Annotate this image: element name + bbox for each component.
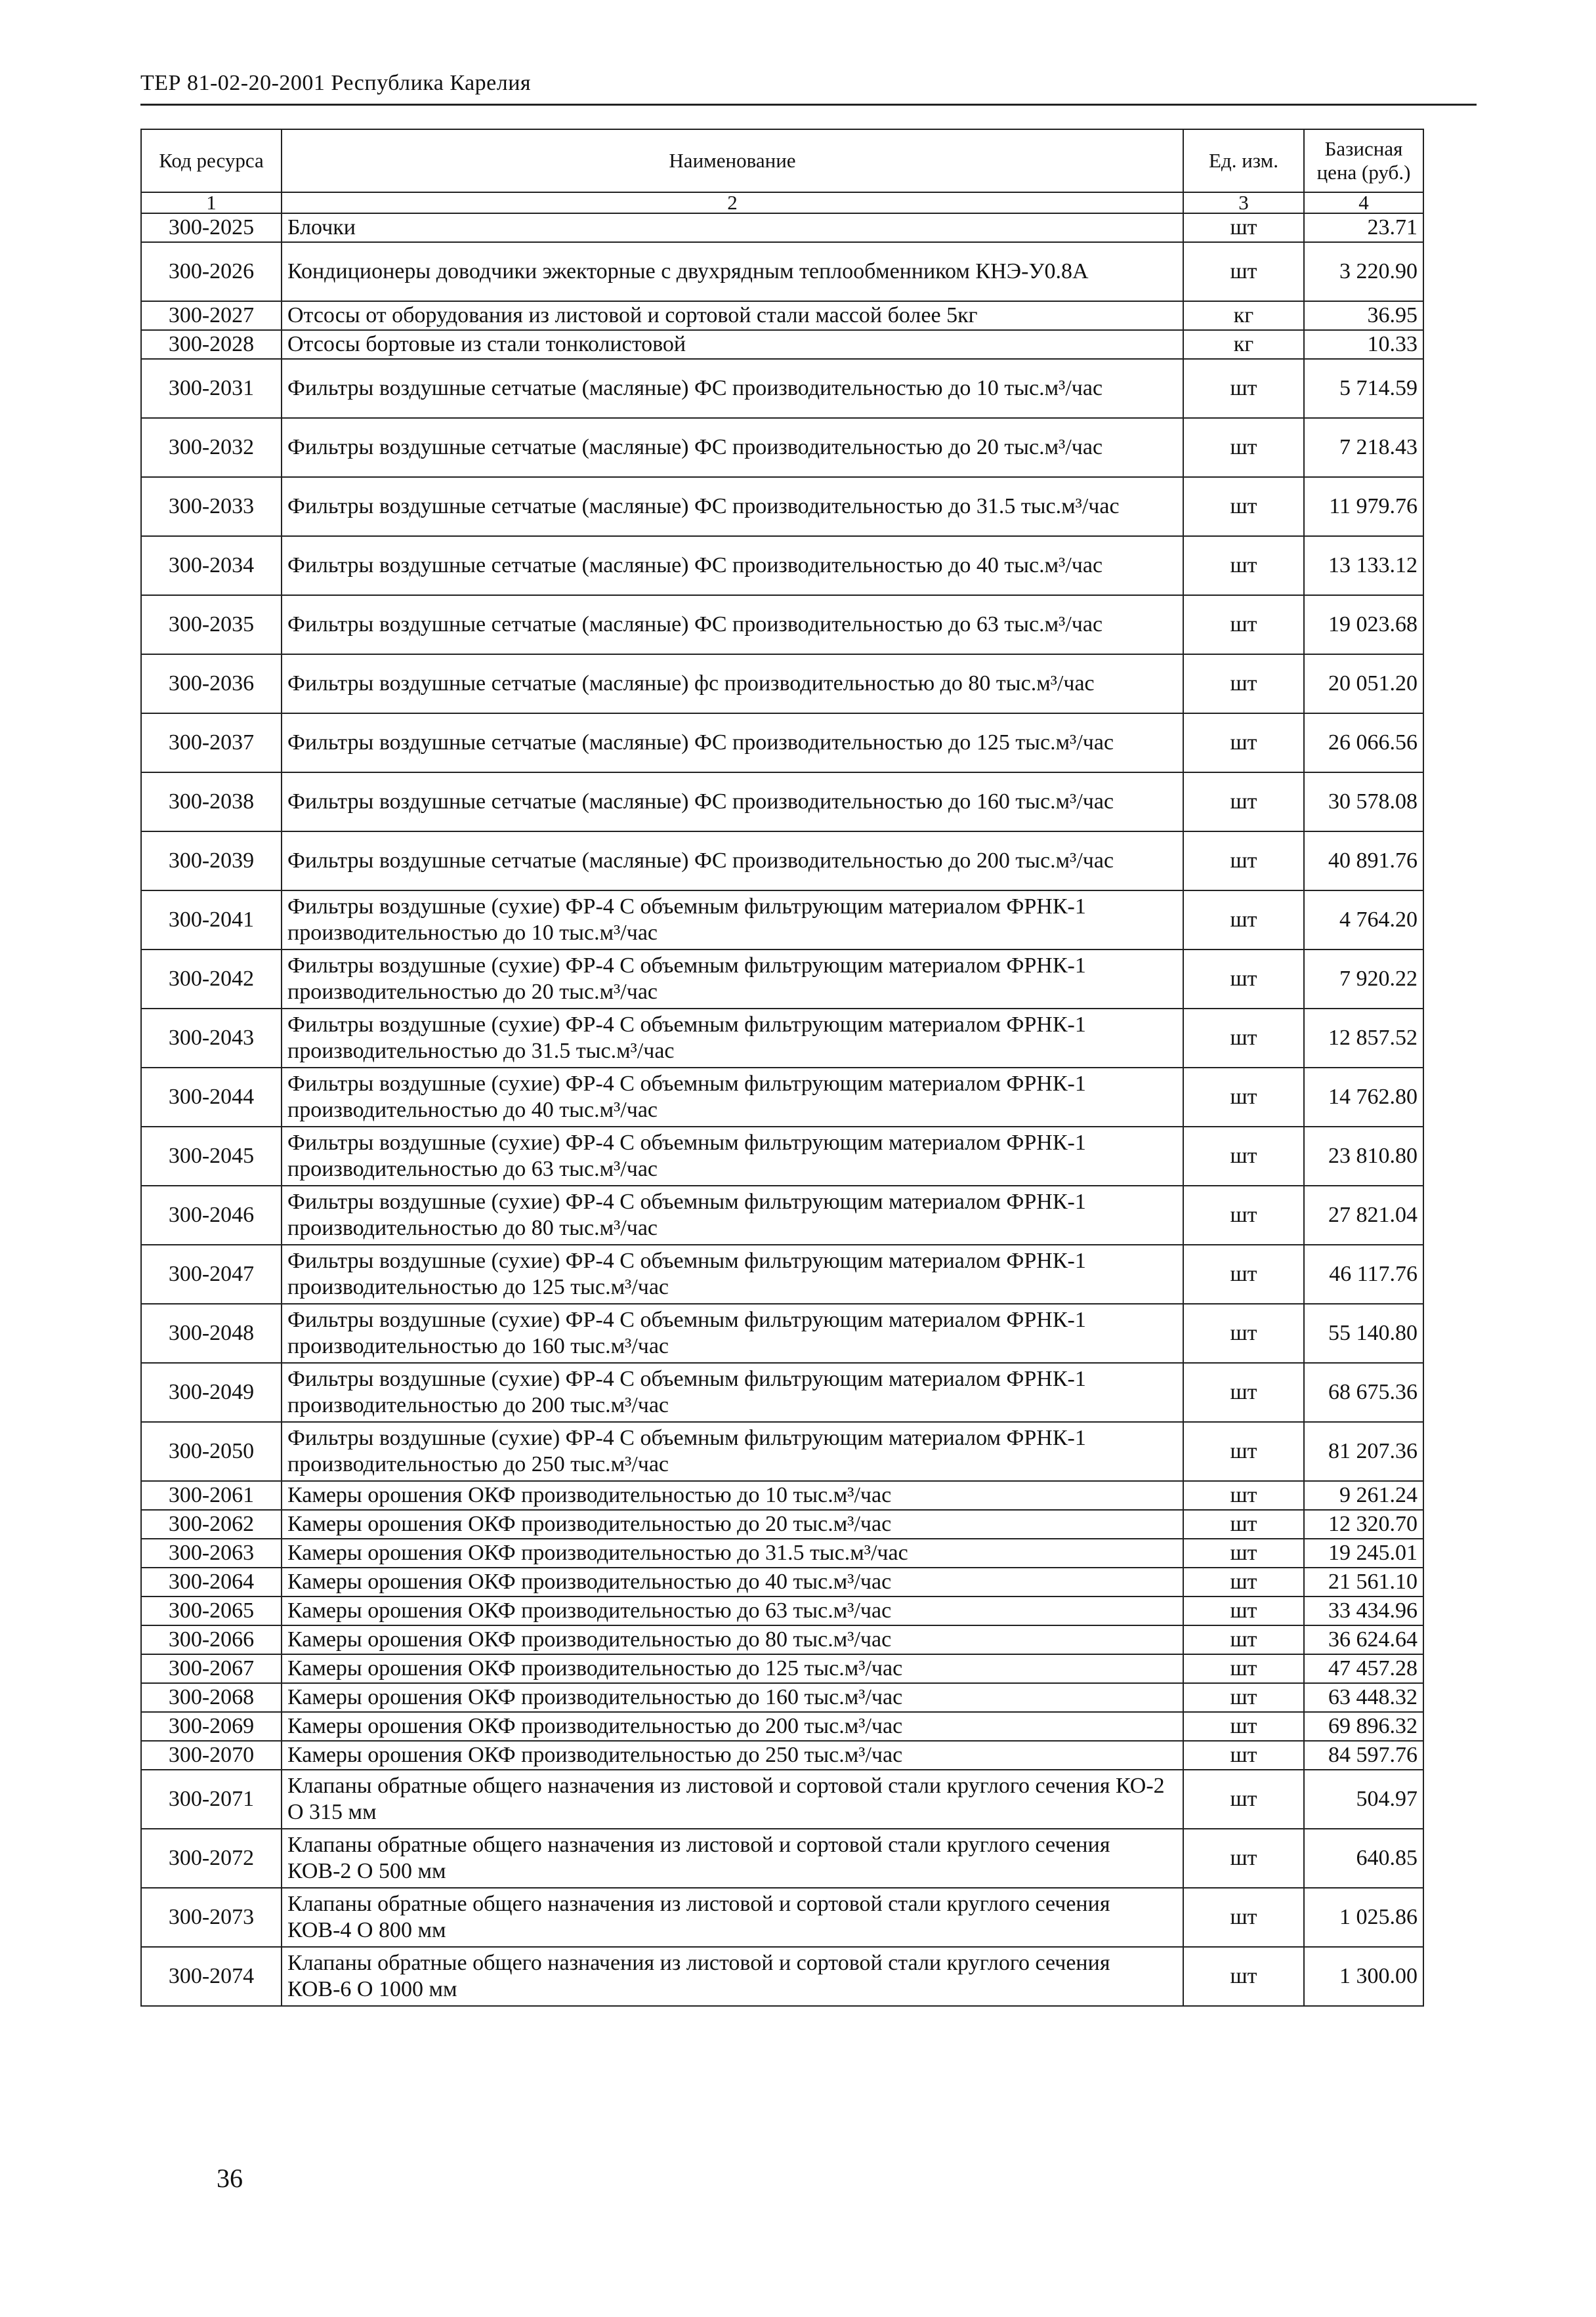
resource-code-cell: 300-2049 [141,1363,282,1422]
unit-cell: шт [1183,1304,1304,1363]
resource-code-cell: 300-2070 [141,1741,282,1770]
table-row [141,831,1423,890]
name-cell: Фильтры воздушные сетчатые (масляные) ФС производительностью до 125 тыс.м³/час [282,713,1183,772]
unit-cell: шт [1183,1741,1304,1770]
name-cell: Кондиционеры доводчики эжекторные с двухрядным теплообменником КНЭ-У0.8А [282,242,1183,301]
price-cell: 12 857.52 [1304,1009,1423,1068]
table-row [141,1947,1423,2006]
resource-code-cell: 300-2068 [141,1683,282,1712]
name-cell: Камеры орошения ОКФ производительностью до 20 тыс.м³/час [282,1510,1183,1539]
resource-code-cell: 300-2027 [141,301,282,330]
resource-code-cell: 300-2063 [141,1539,282,1568]
unit-cell: шт [1183,1654,1304,1683]
price-cell: 1 025.86 [1304,1888,1423,1947]
table-row [141,1712,1423,1741]
price-cell: 55 140.80 [1304,1304,1423,1363]
name-cell: Фильтры воздушные (сухие) ФР-4 С объемным фильтрующим материалом ФРНК-1 производительностью до 80 тыс.м³/час [282,1186,1183,1245]
name-cell: Клапаны обратные общего назначения из листовой и сортовой стали круглого сечения КОВ-2 О 500 мм [282,1829,1183,1888]
resource-code-cell: 300-2031 [141,359,282,418]
resource-code-cell: 300-2042 [141,950,282,1009]
price-table [140,129,1424,2007]
column-number: 1 [141,192,282,213]
name-cell: Камеры орошения ОКФ производительностью до 125 тыс.м³/час [282,1654,1183,1683]
price-cell: 69 896.32 [1304,1712,1423,1741]
name-cell: Фильтры воздушные сетчатые (масляные) ФС производительностью до 63 тыс.м³/час [282,595,1183,654]
price-cell: 19 023.68 [1304,595,1423,654]
unit-cell: шт [1183,1829,1304,1888]
unit-cell: шт [1183,890,1304,950]
table-row [141,1127,1423,1186]
resource-code-cell: 300-2045 [141,1127,282,1186]
unit-cell: шт [1183,595,1304,654]
unit-cell: шт [1183,1363,1304,1422]
unit-cell: шт [1183,1422,1304,1481]
name-cell: Фильтры воздушные (сухие) ФР-4 С объемным фильтрующим материалом ФРНК-1 производительностью до 10 тыс.м³/час [282,890,1183,950]
table-row [141,1481,1423,1510]
name-cell: Фильтры воздушные (сухие) ФР-4 С объемным фильтрующим материалом ФРНК-1 производительностью до 20 тыс.м³/час [282,950,1183,1009]
table-row [141,1683,1423,1712]
name-cell: Фильтры воздушные (сухие) ФР-4 С объемным фильтрующим материалом ФРНК-1 производительностью до 40 тыс.м³/час [282,1068,1183,1127]
table-row [141,477,1423,536]
price-cell: 30 578.08 [1304,772,1423,831]
resource-code-cell: 300-2035 [141,595,282,654]
unit-cell: шт [1183,1597,1304,1625]
price-cell: 23 810.80 [1304,1127,1423,1186]
resource-code-cell: 300-2032 [141,418,282,477]
header-divider [140,104,1477,106]
resource-code-cell: 300-2037 [141,713,282,772]
resource-code-cell: 300-2038 [141,772,282,831]
column-number: 3 [1183,192,1304,213]
name-cell: Клапаны обратные общего назначения из листовой и сортовой стали круглого сечения КОВ-6 О 1000 мм [282,1947,1183,2006]
column-number-row [141,192,1423,213]
resource-code-cell: 300-2036 [141,654,282,713]
resource-code-cell: 300-2028 [141,330,282,359]
table-row [141,1625,1423,1654]
price-cell: 84 597.76 [1304,1741,1423,1770]
table-row [141,242,1423,301]
name-cell: Фильтры воздушные сетчатые (масляные) ФС производительностью до 31.5 тыс.м³/час [282,477,1183,536]
resource-code-cell: 300-2034 [141,536,282,595]
unit-cell: шт [1183,713,1304,772]
column-number: 4 [1304,192,1423,213]
price-cell: 36.95 [1304,301,1423,330]
price-cell: 20 051.20 [1304,654,1423,713]
column-number: 2 [282,192,1183,213]
resource-code-cell: 300-2039 [141,831,282,890]
name-cell: Отсосы бортовые из стали тонколистовой [282,330,1183,359]
column-header-code: Код ресурса [141,129,282,192]
unit-cell: шт [1183,536,1304,595]
price-cell: 13 133.12 [1304,536,1423,595]
unit-cell: кг [1183,301,1304,330]
resource-code-cell: 300-2048 [141,1304,282,1363]
price-cell: 36 624.64 [1304,1625,1423,1654]
name-cell: Фильтры воздушные сетчатые (масляные) ФС производительностью до 200 тыс.м³/час [282,831,1183,890]
table-row [141,1597,1423,1625]
price-cell: 4 764.20 [1304,890,1423,950]
table-row [141,1539,1423,1568]
price-cell: 26 066.56 [1304,713,1423,772]
name-cell: Камеры орошения ОКФ производительностью до 40 тыс.м³/час [282,1568,1183,1597]
resource-code-cell: 300-2066 [141,1625,282,1654]
table-row [141,1770,1423,1829]
price-cell: 5 714.59 [1304,359,1423,418]
table-row [141,359,1423,418]
unit-cell: шт [1183,1510,1304,1539]
unit-cell: шт [1183,1625,1304,1654]
name-cell: Фильтры воздушные (сухие) ФР-4 С объемным фильтрующим материалом ФРНК-1 производительностью до 125 тыс.м³/час [282,1245,1183,1304]
unit-cell: шт [1183,1568,1304,1597]
name-cell: Фильтры воздушные (сухие) ФР-4 С объемным фильтрующим материалом ФРНК-1 производительностью до 31.5 тыс.м³/час [282,1009,1183,1068]
table-row [141,1009,1423,1068]
name-cell: Фильтры воздушные сетчатые (масляные) ФС производительностью до 160 тыс.м³/час [282,772,1183,831]
name-cell: Фильтры воздушные сетчатые (масляные) ФС производительностью до 10 тыс.м³/час [282,359,1183,418]
unit-cell: шт [1183,242,1304,301]
page-number: 36 [217,2163,243,2193]
table-row [141,1888,1423,1947]
price-cell: 46 117.76 [1304,1245,1423,1304]
column-header-name: Наименование [282,129,1183,192]
name-cell: Фильтры воздушные (сухие) ФР-4 С объемным фильтрующим материалом ФРНК-1 производительностью до 160 тыс.м³/час [282,1304,1183,1363]
unit-cell: шт [1183,1186,1304,1245]
unit-cell: шт [1183,359,1304,418]
unit-cell: шт [1183,1068,1304,1127]
name-cell: Блочки [282,213,1183,242]
unit-cell: шт [1183,831,1304,890]
price-cell: 21 561.10 [1304,1568,1423,1597]
name-cell: Фильтры воздушные (сухие) ФР-4 С объемным фильтрующим материалом ФРНК-1 производительностью до 200 тыс.м³/час [282,1363,1183,1422]
price-cell: 19 245.01 [1304,1539,1423,1568]
table-row [141,213,1423,242]
unit-cell: кг [1183,330,1304,359]
name-cell: Фильтры воздушные сетчатые (масляные) ФС производительностью до 40 тыс.м³/час [282,536,1183,595]
table-row [141,1245,1423,1304]
name-cell: Фильтры воздушные сетчатые (масляные) ФС производительностью до 20 тыс.м³/час [282,418,1183,477]
price-cell: 68 675.36 [1304,1363,1423,1422]
column-header-unit: Ед. изм. [1183,129,1304,192]
table-row [141,1741,1423,1770]
table-row [141,1829,1423,1888]
price-cell: 47 457.28 [1304,1654,1423,1683]
resource-code-cell: 300-2043 [141,1009,282,1068]
unit-cell: шт [1183,1245,1304,1304]
unit-cell: шт [1183,654,1304,713]
table-row [141,1568,1423,1597]
price-cell: 504.97 [1304,1770,1423,1829]
resource-code-cell: 300-2072 [141,1829,282,1888]
price-cell: 63 448.32 [1304,1683,1423,1712]
name-cell: Камеры орошения ОКФ производительностью до 31.5 тыс.м³/час [282,1539,1183,1568]
price-cell: 40 891.76 [1304,831,1423,890]
resource-code-cell: 300-2062 [141,1510,282,1539]
unit-cell: шт [1183,477,1304,536]
unit-cell: шт [1183,1481,1304,1510]
name-cell: Фильтры воздушные сетчатые (масляные) фс производительностью до 80 тыс.м³/час [282,654,1183,713]
price-cell: 10.33 [1304,330,1423,359]
table-row [141,772,1423,831]
resource-code-cell: 300-2069 [141,1712,282,1741]
table-row [141,536,1423,595]
price-cell: 33 434.96 [1304,1597,1423,1625]
table-row [141,1363,1423,1422]
resource-code-cell: 300-2033 [141,477,282,536]
unit-cell: шт [1183,213,1304,242]
page-header: ТЕР 81-02-20-2001 Республика Карелия [140,71,532,95]
unit-cell: шт [1183,772,1304,831]
price-cell: 11 979.76 [1304,477,1423,536]
unit-cell: шт [1183,1947,1304,2006]
table-row [141,1304,1423,1363]
name-cell: Камеры орошения ОКФ производительностью до 80 тыс.м³/час [282,1625,1183,1654]
price-cell: 9 261.24 [1304,1481,1423,1510]
price-cell: 3 220.90 [1304,242,1423,301]
table-row [141,1654,1423,1683]
table-row [141,418,1423,477]
table-row [141,890,1423,950]
unit-cell: шт [1183,1683,1304,1712]
table-body [141,213,1423,2006]
price-cell: 7 920.22 [1304,950,1423,1009]
name-cell: Камеры орошения ОКФ производительностью до 10 тыс.м³/час [282,1481,1183,1510]
unit-cell: шт [1183,418,1304,477]
resource-code-cell: 300-2064 [141,1568,282,1597]
resource-code-cell: 300-2044 [141,1068,282,1127]
table-row [141,1422,1423,1481]
price-cell: 640.85 [1304,1829,1423,1888]
unit-cell: шт [1183,1888,1304,1947]
table-row [141,301,1423,330]
resource-code-cell: 300-2047 [141,1245,282,1304]
table-row [141,330,1423,359]
resource-code-cell: 300-2073 [141,1888,282,1947]
table-row [141,1186,1423,1245]
name-cell: Фильтры воздушные (сухие) ФР-4 С объемным фильтрующим материалом ФРНК-1 производительностью до 250 тыс.м³/час [282,1422,1183,1481]
table-row [141,713,1423,772]
name-cell: Фильтры воздушные (сухие) ФР-4 С объемным фильтрующим материалом ФРНК-1 производительностью до 63 тыс.м³/час [282,1127,1183,1186]
resource-code-cell: 300-2026 [141,242,282,301]
resource-code-cell: 300-2061 [141,1481,282,1510]
resource-code-cell: 300-2074 [141,1947,282,2006]
resource-code-cell: 300-2065 [141,1597,282,1625]
resource-code-cell: 300-2067 [141,1654,282,1683]
name-cell: Камеры орошения ОКФ производительностью до 160 тыс.м³/час [282,1683,1183,1712]
resource-code-cell: 300-2041 [141,890,282,950]
name-cell: Камеры орошения ОКФ производительностью до 63 тыс.м³/час [282,1597,1183,1625]
name-cell: Клапаны обратные общего назначения из листовой и сортовой стали круглого сечения КОВ-4 О 800 мм [282,1888,1183,1947]
table-row [141,1510,1423,1539]
column-header-price: Базисная цена (руб.) [1304,129,1423,192]
unit-cell: шт [1183,1712,1304,1741]
table-row [141,1068,1423,1127]
resource-code-cell: 300-2050 [141,1422,282,1481]
table-header-row [141,129,1423,192]
unit-cell: шт [1183,1009,1304,1068]
resource-code-cell: 300-2025 [141,213,282,242]
unit-cell: шт [1183,1770,1304,1829]
name-cell: Камеры орошения ОКФ производительностью до 200 тыс.м³/час [282,1712,1183,1741]
price-cell: 23.71 [1304,213,1423,242]
price-cell: 14 762.80 [1304,1068,1423,1127]
price-cell: 7 218.43 [1304,418,1423,477]
price-cell: 1 300.00 [1304,1947,1423,2006]
unit-cell: шт [1183,950,1304,1009]
price-cell: 12 320.70 [1304,1510,1423,1539]
resource-code-cell: 300-2071 [141,1770,282,1829]
table-row [141,654,1423,713]
name-cell: Камеры орошения ОКФ производительностью до 250 тыс.м³/час [282,1741,1183,1770]
table-row [141,950,1423,1009]
resource-code-cell: 300-2046 [141,1186,282,1245]
table-row [141,595,1423,654]
price-cell: 27 821.04 [1304,1186,1423,1245]
unit-cell: шт [1183,1539,1304,1568]
name-cell: Клапаны обратные общего назначения из листовой и сортовой стали круглого сечения КО-2 О 315 мм [282,1770,1183,1829]
unit-cell: шт [1183,1127,1304,1186]
price-cell: 81 207.36 [1304,1422,1423,1481]
name-cell: Отсосы от оборудования из листовой и сортовой стали массой более 5кг [282,301,1183,330]
